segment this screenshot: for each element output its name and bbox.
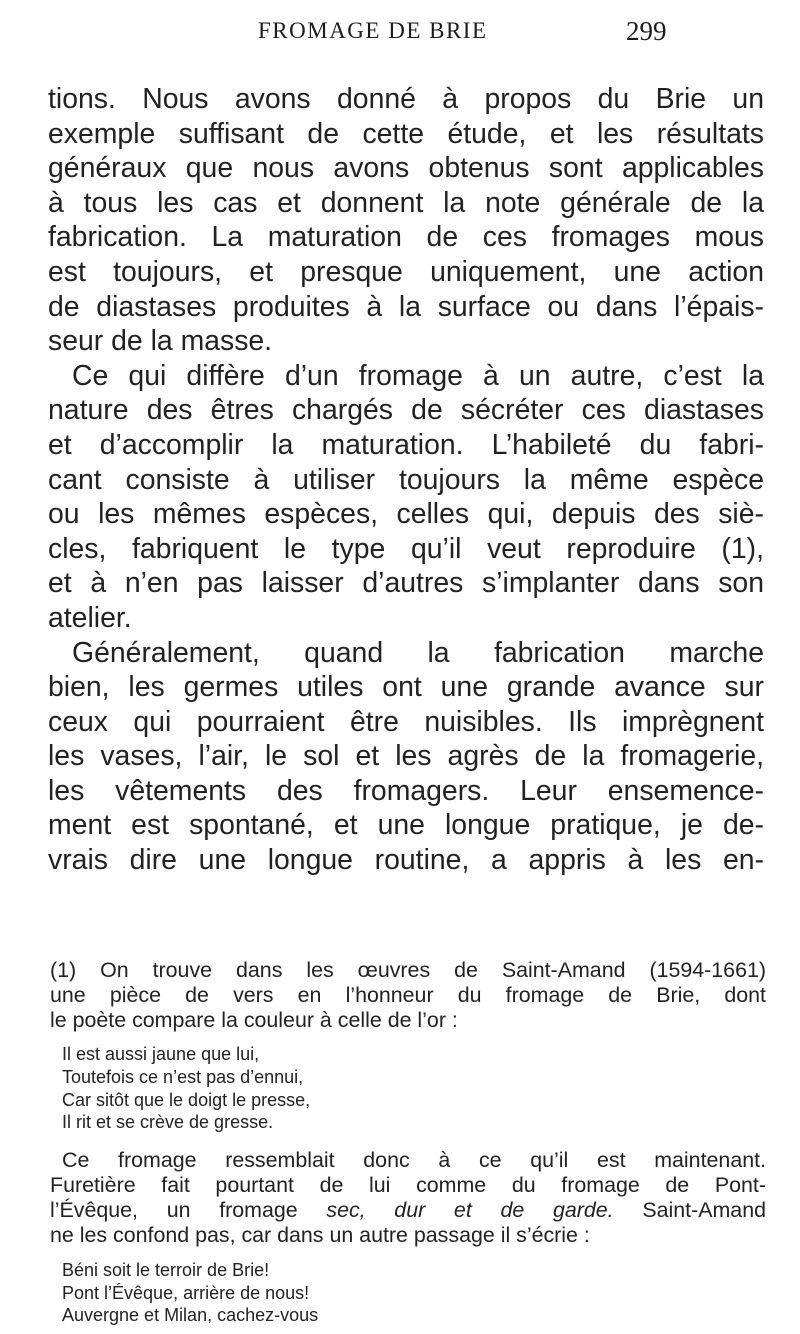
footnote-line: le poète compare la couleur à celle de l’or : [50, 1008, 458, 1032]
running-title: FROMAGE DE BRIE [258, 18, 488, 43]
main-text [48, 82, 764, 878]
verse-quotation [50, 1259, 766, 1327]
text-line: Généralement, quand la fabrication marche [72, 636, 764, 669]
verse-quotation [50, 1043, 766, 1134]
footnote-line: ne les confond pas, car dans un autre passage il s’écrie : [50, 1223, 590, 1248]
text-line: cant consiste à utiliser toujours la même espèce [48, 463, 764, 496]
text-line: les vases, l’air, le sol et les agrès de la fromagerie, [48, 740, 764, 773]
text-line: atelier. [48, 601, 132, 634]
footnote-text: Saint-Amand [613, 1198, 766, 1223]
verse-line: Il est aussi jaune que lui, [62, 1044, 260, 1064]
text-line: Ce qui diffère d’un fromage à un autre, c’est la [72, 359, 764, 392]
footnote-line [50, 1198, 766, 1223]
text-line: est toujours, et presque uniquement, une action [48, 255, 764, 288]
text-line: cles, fabriquent le type qu’il veut reproduire (1), [48, 532, 764, 565]
text-line: ceux qui pourraient être nuisibles. Ils imprègnent [48, 705, 764, 738]
footnote-line: Ce fromage ressemblait donc à ce qu’il est maintenant. [62, 1148, 766, 1173]
footnote-line: une pièce de vers en l’honneur du fromage de Brie, dont [50, 983, 766, 1007]
verse-line: Auvergne et Milan, cachez-vous [62, 1305, 319, 1326]
text-line: tions. Nous avons donné à propos du Brie un [48, 83, 764, 115]
text-line: ou les mêmes espèces, celles qui, depuis des siè- [48, 498, 764, 531]
text-line: généraux que nous avons obtenus sont applicables [48, 152, 764, 185]
text-line: fabrication. La maturation de ces fromages mous [48, 221, 764, 254]
text-line: bien, les germes utiles ont une grande avance sur [48, 671, 764, 704]
text-line: ment est spontané, et une longue pratique, je de- [48, 809, 764, 842]
text-line: vrais dire une longue routine, a appris à les en- [48, 844, 764, 877]
text-line: et à n’en pas laisser d’autres s’implanter dans son [48, 567, 764, 600]
footnote [50, 958, 766, 1327]
text-line: à tous les cas et donnent la note générale de la [48, 186, 764, 219]
text-line: seur de la masse. [48, 325, 273, 358]
footnote-line: Furetière fait pourtant de lui comme du fromage de Pont- [50, 1173, 766, 1198]
text-line: et d’accomplir la maturation. L’habileté du fabri- [48, 428, 764, 461]
page-number: 299 [626, 16, 667, 46]
verse-line: Toutefois ce n’est pas d’ennui, [62, 1066, 304, 1087]
verse-line: Béni soit le terroir de Brie! [62, 1260, 270, 1281]
running-head [0, 14, 800, 50]
text-line: les vêtements des fromagers. Leur ensemence- [48, 774, 764, 807]
footnote-line: (1) On trouve dans les œuvres de Saint-Amand (1594-1661) [50, 958, 766, 982]
italic-phrase: sec, dur et de garde. [326, 1198, 614, 1223]
verse-line: Il rit et se crève de gresse. [62, 1112, 274, 1133]
text-line: de diastases produites à la surface ou dans l’épais- [48, 290, 764, 323]
footnote-text: l’Évêque, un fromage [50, 1198, 327, 1223]
verse-line: Car sitôt que le doigt le presse, [62, 1089, 311, 1110]
verse-line: Pont l’Évêque, arrière de nous! [62, 1282, 310, 1303]
text-line: exemple suffisant de cette étude, et les résultats [48, 117, 764, 150]
text-line: nature des êtres chargés de sécréter ces diastases [48, 394, 764, 427]
footnote-paragraph [50, 1148, 766, 1248]
